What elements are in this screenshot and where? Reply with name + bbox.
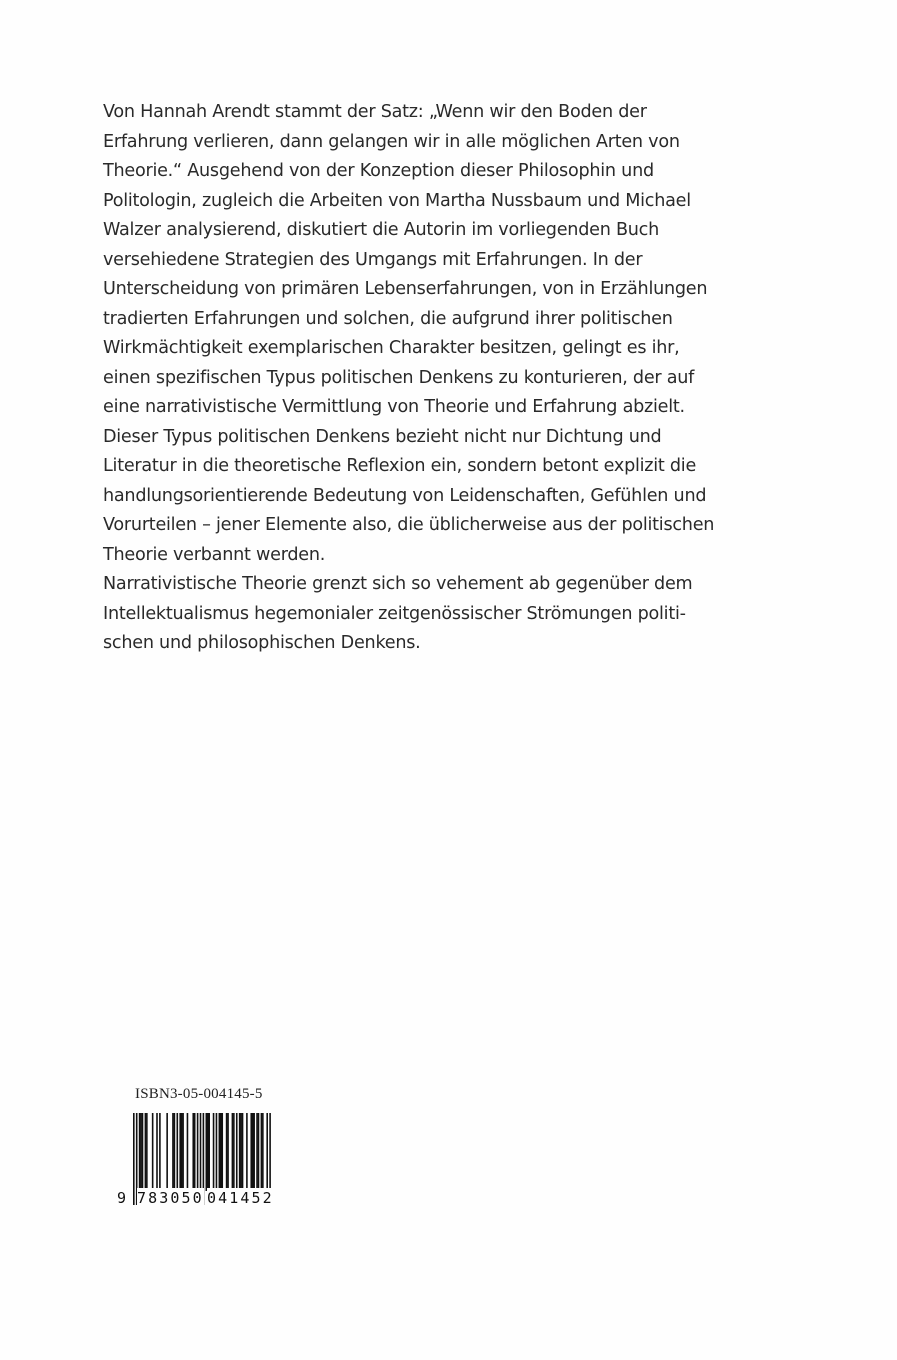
blurb-line: Politologin, zugleich die Arbeiten von Martha Nussbaum und Michael — [103, 190, 691, 211]
barcode-bar — [242, 1113, 244, 1191]
barcode-digits-left: 783050 — [137, 1189, 204, 1207]
blurb-line: Wirkmächtigkeit exemplarischen Charakter besitzen, gelingt es ihr, — [103, 338, 680, 358]
barcode-bar — [139, 1113, 141, 1191]
barcode-bar — [219, 1113, 221, 1191]
barcode-bar — [174, 1113, 176, 1191]
barcode-digit-first: 9 — [117, 1189, 127, 1207]
barcode-bar — [152, 1113, 154, 1191]
blurb-line: Unterscheidung von primären Lebenserfahrungen, von in Erzählungen — [103, 279, 708, 299]
barcode-bar — [256, 1113, 258, 1191]
blurb-line: eine narrativistische Vermittlung von Theorie und Erfahrung abzielt. — [103, 397, 685, 417]
barcode-bar — [179, 1113, 181, 1191]
barcode-bar — [208, 1113, 210, 1191]
barcode-bar — [181, 1113, 183, 1191]
barcode-bar — [252, 1113, 254, 1191]
barcode-bar — [142, 1113, 144, 1191]
barcode-bar — [240, 1113, 242, 1191]
barcode-bar — [213, 1113, 215, 1191]
blurb-line: Von Hannah Arendt stammt der Satz: „Wenn wir den Boden der — [103, 102, 647, 122]
blurb-line: versehiedene Strategien des Umgangs mit Erfahrungen. In der — [103, 249, 643, 270]
barcode-bar — [220, 1113, 222, 1191]
blurb-line: Theorie verbannt werden. — [103, 544, 326, 565]
barcode-bar — [207, 1113, 209, 1191]
barcode-bar — [182, 1113, 184, 1191]
barcode-bar — [258, 1113, 260, 1191]
barcode-bar — [172, 1113, 174, 1191]
barcode-bar — [187, 1113, 189, 1191]
barcode-bar — [145, 1113, 147, 1191]
barcode-bar — [216, 1113, 218, 1191]
barcode-bar — [262, 1113, 264, 1191]
barcode-bar — [166, 1113, 168, 1191]
barcode-bar — [146, 1113, 148, 1191]
barcode-bar — [250, 1113, 252, 1191]
blurb-line: Dieser Typus politischen Denkens bezieht nicht nur Dichtung und — [103, 426, 662, 447]
barcode-bar — [159, 1113, 161, 1191]
blurb-line: Vorurteilen – jener Elemente also, die üblicherweise aus der politischen — [103, 515, 715, 535]
barcode-bar — [233, 1113, 235, 1191]
blurb-line: einen spezifischen Typus politischen Denkens zu konturieren, der auf — [103, 367, 695, 388]
barcode-bar — [236, 1113, 238, 1191]
barcode-digits — [115, 1188, 285, 1212]
barcode-bar — [227, 1113, 229, 1191]
barcode-bar — [206, 1113, 208, 1191]
blurb-line: Walzer analysierend, diskutiert die Autorin im vorliegenden Buch — [103, 220, 659, 240]
barcode-bar — [192, 1113, 194, 1191]
barcode-bar — [197, 1113, 199, 1191]
barcode-bar — [194, 1113, 196, 1191]
barcode-bar — [246, 1113, 248, 1191]
back-cover-blurb — [103, 98, 743, 659]
barcode-bar — [239, 1113, 241, 1191]
barcode-bar — [261, 1113, 263, 1191]
isbn-label: ISBN3-05-004145-5 — [135, 1086, 263, 1102]
barcode-bar — [156, 1113, 158, 1191]
barcode-bar — [226, 1113, 228, 1191]
blurb-line: tradierten Erfahrungen und solchen, die aufgrund ihrer politischen — [103, 308, 673, 329]
blurb-line: Narrativistische Theorie grenzt sich so vehement ab gegenüber dem — [103, 574, 693, 594]
blurb-line: Literatur in die theoretische Reflexion ein, sondern betont explizit die — [103, 456, 697, 476]
blurb-line: Erfahrung verlieren, dann gelangen wir in alle möglichen Arten von — [103, 131, 680, 152]
barcode-digits-right: 041452 — [207, 1189, 274, 1207]
blurb-line: handlungsorientierende Bedeutung von Leidenschaften, Gefühlen und — [103, 485, 707, 506]
blurb-line: Intellektualismus hegemonialer zeitgenössischer Strömungen politi- — [103, 603, 686, 624]
barcode-bar — [140, 1113, 142, 1191]
barcode-bar — [177, 1113, 179, 1191]
blurb-line: Theorie.“ Ausgehend von der Konzeption dieser Philosophin und — [103, 161, 654, 181]
barcode-bar — [221, 1113, 223, 1191]
blurb-line: schen und philosophischen Denkens. — [103, 633, 421, 653]
barcode-bar — [232, 1113, 234, 1191]
barcode-bar — [253, 1113, 255, 1191]
